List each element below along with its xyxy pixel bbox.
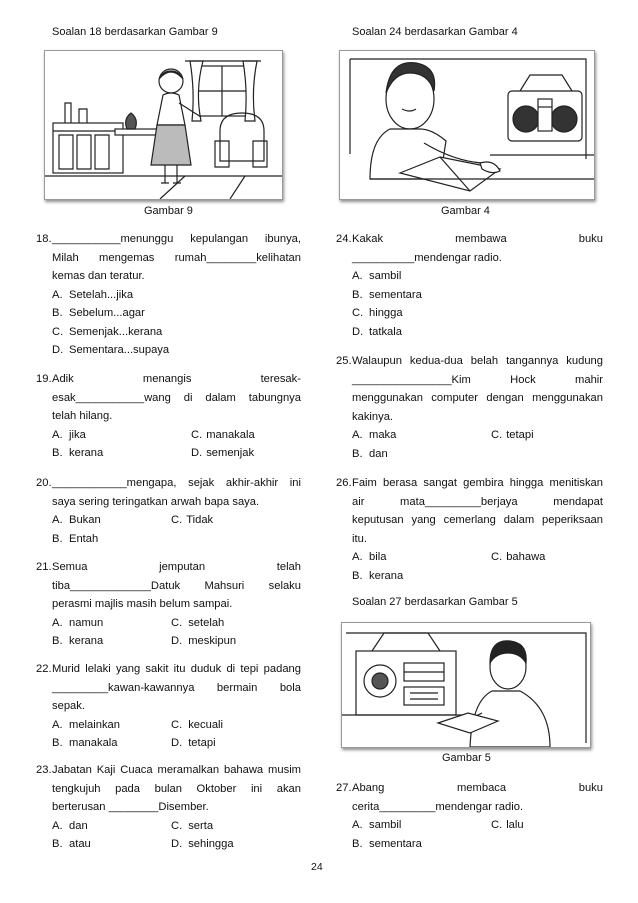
option-b[interactable]: B. dan (352, 447, 388, 460)
caption-gambar-5: Gambar 5 (442, 752, 491, 764)
option-b[interactable]: B. kerana (352, 569, 404, 582)
option-c[interactable]: C. tetapi (491, 429, 534, 441)
question-line: kemas dan teratur. (52, 270, 145, 282)
option-c[interactable]: C. manakala (191, 428, 255, 441)
question-line: menggunakan computer dengan menggunakan (352, 392, 603, 404)
girl-at-home-illustration (45, 51, 282, 199)
option-c[interactable]: C. kecuali (171, 718, 224, 731)
option-a[interactable]: A. namun (52, 616, 104, 629)
option-d[interactable]: D. tatkala (352, 325, 402, 338)
figure-gambar-4 (339, 50, 595, 200)
question-line: _________kawan-kawannya bermain bola (52, 681, 301, 694)
girl-reading-with-radio-illustration (340, 51, 594, 199)
option-b[interactable]: B. kerana (52, 447, 104, 459)
question-line: cerita_________mendengar radio. (352, 800, 524, 813)
heading-q18: Soalan 18 berdasarkan Gambar 9 (52, 26, 218, 38)
question-line: air mata_________berjaya mendapat (352, 495, 603, 508)
option-a[interactable]: A. dan (52, 819, 88, 832)
option-c[interactable]: C. Tidak (171, 514, 214, 526)
caption-gambar-4: Gambar 4 (441, 205, 490, 217)
option-b[interactable]: B. kerana (52, 635, 104, 647)
question-26: 26. Faim berasa sangat gembira hingga menitiskan air mata_________berjaya mendapat keputusan yang cemerlang dalam peperiksaan itu. A. bila C. bahawa B. kerana (336, 474, 603, 585)
question-line: esak___________wang di dalam tabungnya (52, 391, 301, 404)
option-b[interactable]: B. sementara (352, 288, 422, 301)
question-22: 22. Murid lelaki yang sakit itu duduk di tepi padang _________kawan-kawannya bermain bola sepak. A. melainkan C. kecuali B. manakala D. tetapi (36, 660, 301, 753)
question-18: 18. ___________menunggu kepulangan ibunya, Milah mengemas rumah________kelihatan kemas dan teratur. A. Setelah...jika B. Sebelum...agar C. Semenjak...kerana D. Sementara...supaya (36, 230, 301, 360)
question-25: 25. Walaupun kedua-dua belah tangannya kudung ________________Kim Hock mahir menggunakan computer dengan menggunakan kakinya. A. maka C. tetapi B. dan (336, 352, 603, 463)
option-c[interactable]: C. Semenjak...kerana (52, 325, 163, 338)
option-c[interactable]: C. setelah (171, 616, 225, 629)
option-c[interactable]: C. serta (171, 819, 214, 832)
option-d[interactable]: D. meskipun (171, 635, 237, 647)
option-a[interactable]: A. Bukan (52, 514, 101, 526)
question-21: 21. Semua jemputan telah tiba_____________Datuk Mahsuri selaku perasmi majlis masih belum sampai. A. namun C. setelah B. kerana D. meskipun (36, 558, 301, 651)
question-line: Milah mengemas rumah________kelihatan (52, 251, 301, 264)
question-line: sepak. (52, 700, 85, 712)
option-a[interactable]: A. bila (352, 551, 387, 563)
option-c[interactable]: C. lalu (491, 819, 524, 831)
option-d[interactable]: D. semenjak (191, 447, 255, 459)
question-line: tengkujuh pada bulan Oktober ini akan (52, 782, 301, 795)
option-c[interactable]: C. bahawa (491, 551, 546, 563)
question-27: 27. Abang membaca buku cerita_________mendengar radio. A. sambil C. lalu B. sementara (336, 779, 603, 853)
option-a[interactable]: A. sambil (352, 819, 402, 831)
question-19: 19. Adik menangis teresak- esak___________wang di dalam tabungnya telah hilang. A. jika C. manakala B. kerana D. semenjak (36, 370, 301, 463)
question-23: 23. Jabatan Kaji Cuaca meramalkan bahawa musim tengkujuh pada bulan Oktober ini akan berterusan ________Disember. A. dan C. serta B. atau D. sehingga (36, 761, 301, 854)
option-b[interactable]: B. Sebelum...agar (52, 307, 145, 319)
question-line: Adik menangis teresak- (52, 373, 301, 385)
option-b[interactable]: B. Entah (52, 532, 99, 545)
question-line: ________________Kim Hock mahir (352, 373, 603, 386)
heading-q27: Soalan 27 berdasarkan Gambar 5 (352, 596, 518, 608)
boy-listening-to-radio-illustration (342, 623, 590, 747)
question-line: telah hilang. (52, 410, 113, 422)
question-line: perasmi majlis masih belum sampai. (52, 598, 233, 610)
option-b[interactable]: B. sementara (352, 837, 422, 850)
question-line: berterusan ________Disember. (52, 801, 209, 813)
option-b[interactable]: B. atau (52, 838, 91, 850)
caption-gambar-9: Gambar 9 (144, 205, 193, 217)
question-line: Jabatan Kaji Cuaca meramalkan bahawa musim (52, 764, 301, 776)
question-line: Walaupun kedua-dua belah tangannya kudung (352, 355, 603, 367)
option-a[interactable]: A. maka (352, 429, 397, 441)
option-d[interactable]: D. Sementara...supaya (52, 344, 170, 356)
question-20: 20. ____________mengapa, sejak akhir-akhir ini saya sering teringatkan arwah bapa saya. A. Bukan C. Tidak B. Entah (36, 474, 301, 548)
question-line: ____________mengapa, sejak akhir-akhir ini (52, 477, 301, 489)
option-b[interactable]: B. manakala (52, 737, 118, 749)
question-24: 24. Kakak membawa buku __________mendengar radio. A. sambil B. sementara C. hingga D. tatkala (336, 230, 603, 341)
question-line: kakinya. (352, 410, 394, 423)
question-line: keputusan yang cemerlang dalam peperiksaan (352, 514, 603, 526)
option-a[interactable]: A. melainkan (52, 718, 120, 731)
question-line: Murid lelaki yang sakit itu duduk di tepi padang (52, 663, 301, 675)
question-line: itu. (352, 532, 367, 545)
question-line: saya sering teringatkan arwah bapa saya. (52, 495, 260, 508)
figure-gambar-5 (341, 622, 591, 748)
question-line: __________mendengar radio. (352, 251, 502, 264)
question-line: Faim berasa sangat gembira hingga menitiskan (352, 477, 603, 489)
question-line: Kakak membawa buku (352, 233, 603, 245)
question-line: ___________menunggu kepulangan ibunya, (52, 233, 301, 245)
option-a[interactable]: A. jika (52, 428, 86, 441)
question-line: Semua jemputan telah (52, 561, 301, 573)
option-c[interactable]: C. hingga (352, 307, 403, 319)
option-a[interactable]: A. Setelah...jika (52, 288, 134, 301)
option-d[interactable]: D. tetapi (171, 737, 216, 749)
question-line: Abang membaca buku (352, 782, 603, 794)
figure-gambar-9 (44, 50, 283, 200)
option-a[interactable]: A. sambil (352, 270, 402, 282)
question-line: tiba_____________Datuk Mahsuri selaku (52, 579, 301, 592)
page-number: 24 (311, 861, 323, 873)
option-d[interactable]: D. sehingga (171, 838, 234, 850)
heading-q24: Soalan 24 berdasarkan Gambar 4 (352, 26, 518, 38)
